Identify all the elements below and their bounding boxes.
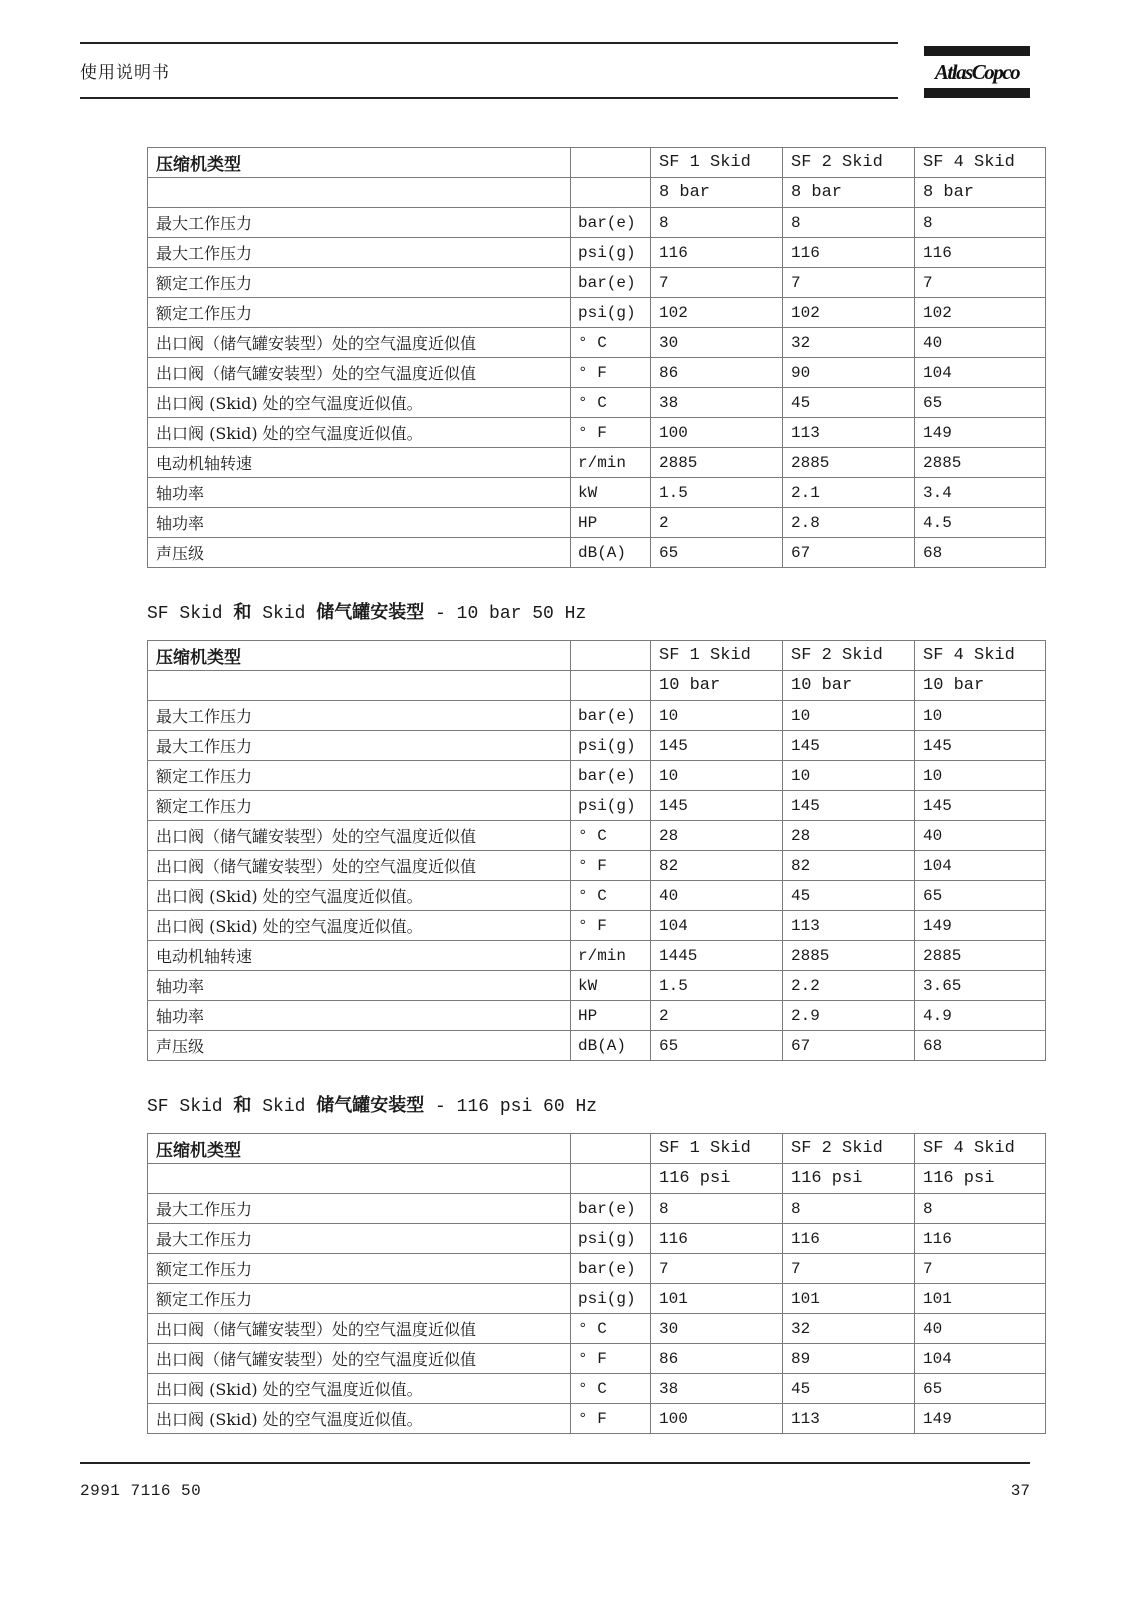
parameter-value: 116 — [783, 238, 915, 268]
parameter-value: 149 — [915, 418, 1046, 448]
unit-column-header — [571, 148, 651, 178]
parameter-unit: ° C — [571, 1374, 651, 1404]
compressor-type-label: 压缩机类型 — [148, 148, 571, 178]
parameter-label: 出口阀（储气罐安装型）处的空气温度近似值 — [148, 851, 571, 881]
heading-part: 和 — [233, 1095, 252, 1116]
compressor-type-label: 压缩机类型 — [148, 641, 571, 671]
spec-table-3 — [147, 1133, 1046, 1434]
parameter-value: 45 — [783, 1374, 915, 1404]
parameter-value: 145 — [783, 731, 915, 761]
table-row — [148, 701, 1046, 731]
parameter-unit: psi(g) — [571, 1284, 651, 1314]
table-row — [148, 418, 1046, 448]
parameter-value: 116 — [651, 1224, 783, 1254]
parameter-unit: ° F — [571, 418, 651, 448]
table-row — [148, 448, 1046, 478]
table-row — [148, 1001, 1046, 1031]
parameter-unit: kW — [571, 971, 651, 1001]
table-row — [148, 1254, 1046, 1284]
model-pressure-variant: 116 psi — [783, 1164, 915, 1194]
parameter-value: 82 — [783, 851, 915, 881]
parameter-value: 10 — [915, 701, 1046, 731]
spec-table-body — [148, 148, 1046, 568]
parameter-unit: r/min — [571, 941, 651, 971]
parameter-unit: ° C — [571, 388, 651, 418]
table-row — [148, 1314, 1046, 1344]
parameter-value: 113 — [783, 418, 915, 448]
parameter-value: 102 — [915, 298, 1046, 328]
parameter-value: 3.4 — [915, 478, 1046, 508]
parameter-unit: HP — [571, 1001, 651, 1031]
empty-cell — [571, 178, 651, 208]
parameter-label: 最大工作压力 — [148, 238, 571, 268]
parameter-value: 100 — [651, 418, 783, 448]
parameter-unit: bar(e) — [571, 701, 651, 731]
parameter-unit: bar(e) — [571, 208, 651, 238]
spec-table-body — [148, 641, 1046, 1061]
parameter-unit: bar(e) — [571, 1194, 651, 1224]
header-rule-top — [80, 42, 898, 44]
parameter-value: 7 — [783, 1254, 915, 1284]
parameter-value: 2.8 — [783, 508, 915, 538]
heading-part: 储气罐安装型 — [316, 1095, 425, 1116]
table-row — [148, 358, 1046, 388]
table-row — [148, 268, 1046, 298]
footer-rule — [80, 1462, 1030, 1464]
parameter-label: 出口阀 (Skid) 处的空气温度近似值。 — [148, 418, 571, 448]
model-pressure-variant: 116 psi — [651, 1164, 783, 1194]
parameter-value: 149 — [915, 1404, 1046, 1434]
table-subheader-row — [148, 178, 1046, 208]
parameter-value: 10 — [783, 701, 915, 731]
parameter-label: 出口阀 (Skid) 处的空气温度近似值。 — [148, 911, 571, 941]
parameter-value: 65 — [915, 388, 1046, 418]
parameter-label: 最大工作压力 — [148, 208, 571, 238]
table-row — [148, 208, 1046, 238]
parameter-value: 116 — [915, 1224, 1046, 1254]
page-header-title: 使用说明书 — [80, 63, 170, 83]
model-header: SF 2 Skid — [783, 148, 915, 178]
parameter-label: 轴功率 — [148, 1001, 571, 1031]
heading-part: 储气罐安装型 — [316, 602, 425, 623]
model-header: SF 2 Skid — [783, 641, 915, 671]
parameter-label: 轴功率 — [148, 478, 571, 508]
parameter-label: 最大工作压力 — [148, 1194, 571, 1224]
parameter-label: 额定工作压力 — [148, 268, 571, 298]
parameter-unit: HP — [571, 508, 651, 538]
parameter-label: 电动机轴转速 — [148, 448, 571, 478]
parameter-label: 出口阀（储气罐安装型）处的空气温度近似值 — [148, 1314, 571, 1344]
parameter-label: 出口阀 (Skid) 处的空气温度近似值。 — [148, 388, 571, 418]
heading-part: SF Skid — [147, 604, 234, 624]
parameter-label: 额定工作压力 — [148, 1254, 571, 1284]
parameter-unit: ° F — [571, 911, 651, 941]
parameter-value: 101 — [651, 1284, 783, 1314]
empty-cell — [571, 1164, 651, 1194]
table-row — [148, 1284, 1046, 1314]
table-row — [148, 238, 1046, 268]
parameter-value: 7 — [651, 268, 783, 298]
atlas-copco-logo — [924, 46, 1030, 100]
parameter-value: 65 — [915, 881, 1046, 911]
empty-cell — [148, 1164, 571, 1194]
heading-part: - 10 bar 50 Hz — [424, 604, 587, 624]
table-row — [148, 1031, 1046, 1061]
parameter-value: 28 — [651, 821, 783, 851]
parameter-value: 67 — [783, 1031, 915, 1061]
parameter-value: 8 — [651, 1194, 783, 1224]
table-row — [148, 298, 1046, 328]
parameter-label: 额定工作压力 — [148, 298, 571, 328]
table-row — [148, 881, 1046, 911]
model-pressure-variant: 116 psi — [915, 1164, 1046, 1194]
model-header: SF 4 Skid — [915, 148, 1046, 178]
parameter-unit: ° F — [571, 1404, 651, 1434]
table-row — [148, 851, 1046, 881]
parameter-label: 出口阀 (Skid) 处的空气温度近似值。 — [148, 881, 571, 911]
parameter-value: 101 — [915, 1284, 1046, 1314]
parameter-value: 32 — [783, 1314, 915, 1344]
parameter-label: 出口阀（储气罐安装型）处的空气温度近似值 — [148, 1344, 571, 1374]
parameter-value: 45 — [783, 881, 915, 911]
parameter-unit: psi(g) — [571, 238, 651, 268]
parameter-label: 轴功率 — [148, 508, 571, 538]
parameter-value: 40 — [915, 1314, 1046, 1344]
parameter-label: 最大工作压力 — [148, 1224, 571, 1254]
parameter-value: 116 — [915, 238, 1046, 268]
heading-part: SF Skid — [147, 1097, 234, 1117]
parameter-value: 7 — [915, 1254, 1046, 1284]
parameter-value: 28 — [783, 821, 915, 851]
parameter-value: 67 — [783, 538, 915, 568]
parameter-value: 104 — [915, 358, 1046, 388]
parameter-value: 65 — [915, 1374, 1046, 1404]
parameter-unit: dB(A) — [571, 538, 651, 568]
table-row — [148, 821, 1046, 851]
parameter-unit: ° C — [571, 328, 651, 358]
table-row — [148, 1344, 1046, 1374]
parameter-label: 最大工作压力 — [148, 701, 571, 731]
parameter-value: 2.9 — [783, 1001, 915, 1031]
parameter-value: 104 — [915, 851, 1046, 881]
parameter-unit: bar(e) — [571, 268, 651, 298]
table-row — [148, 478, 1046, 508]
table-row — [148, 1374, 1046, 1404]
parameter-value: 145 — [651, 731, 783, 761]
parameter-unit: r/min — [571, 448, 651, 478]
unit-column-header — [571, 1134, 651, 1164]
parameter-label: 额定工作压力 — [148, 1284, 571, 1314]
parameter-value: 2885 — [651, 448, 783, 478]
parameter-value: 38 — [651, 388, 783, 418]
parameter-value: 40 — [915, 328, 1046, 358]
model-pressure-variant: 8 bar — [915, 178, 1046, 208]
parameter-unit: bar(e) — [571, 1254, 651, 1284]
table-header-row — [148, 148, 1046, 178]
parameter-value: 145 — [783, 791, 915, 821]
heading-part: Skid — [251, 1097, 317, 1117]
table-header-row — [148, 1134, 1046, 1164]
parameter-unit: psi(g) — [571, 1224, 651, 1254]
logo-wordmark: AtlasCopco — [934, 60, 1020, 84]
parameter-value: 4.5 — [915, 508, 1046, 538]
parameter-value: 149 — [915, 911, 1046, 941]
parameter-label: 出口阀（储气罐安装型）处的空气温度近似值 — [148, 328, 571, 358]
model-header: SF 4 Skid — [915, 641, 1046, 671]
table-row — [148, 791, 1046, 821]
model-pressure-variant: 10 bar — [915, 671, 1046, 701]
parameter-value: 68 — [915, 538, 1046, 568]
page-number: 37 — [1010, 1482, 1030, 1500]
parameter-unit: ° F — [571, 851, 651, 881]
table-row — [148, 508, 1046, 538]
parameter-value: 102 — [651, 298, 783, 328]
parameter-value: 7 — [651, 1254, 783, 1284]
parameter-value: 1445 — [651, 941, 783, 971]
parameter-value: 104 — [651, 911, 783, 941]
parameter-label: 出口阀（储气罐安装型）处的空气温度近似值 — [148, 358, 571, 388]
parameter-value: 145 — [915, 731, 1046, 761]
parameter-value: 30 — [651, 1314, 783, 1344]
table-row — [148, 388, 1046, 418]
spec-table-2 — [147, 640, 1046, 1061]
model-header: SF 1 Skid — [651, 641, 783, 671]
parameter-unit: ° F — [571, 1344, 651, 1374]
parameter-value: 7 — [783, 268, 915, 298]
parameter-value: 2.2 — [783, 971, 915, 1001]
compressor-type-label: 压缩机类型 — [148, 1134, 571, 1164]
parameter-value: 90 — [783, 358, 915, 388]
heading-part: - 116 psi 60 Hz — [424, 1097, 598, 1117]
parameter-label: 出口阀 (Skid) 处的空气温度近似值。 — [148, 1404, 571, 1434]
parameter-value: 32 — [783, 328, 915, 358]
parameter-unit: dB(A) — [571, 1031, 651, 1061]
table-subheader-row — [148, 671, 1046, 701]
parameter-value: 2885 — [915, 941, 1046, 971]
parameter-label: 电动机轴转速 — [148, 941, 571, 971]
table-row — [148, 761, 1046, 791]
parameter-unit: ° C — [571, 1314, 651, 1344]
parameter-value: 8 — [651, 208, 783, 238]
heading-part: 和 — [233, 602, 252, 623]
parameter-unit: kW — [571, 478, 651, 508]
unit-column-header — [571, 641, 651, 671]
model-header: SF 1 Skid — [651, 1134, 783, 1164]
parameter-value: 86 — [651, 1344, 783, 1374]
parameter-label: 出口阀（储气罐安装型）处的空气温度近似值 — [148, 821, 571, 851]
parameter-value: 65 — [651, 538, 783, 568]
parameter-value: 1.5 — [651, 971, 783, 1001]
table-row — [148, 731, 1046, 761]
parameter-value: 10 — [651, 701, 783, 731]
parameter-unit: bar(e) — [571, 761, 651, 791]
empty-cell — [571, 671, 651, 701]
table-header-row — [148, 641, 1046, 671]
section-heading-2 — [147, 598, 586, 624]
table-row — [148, 328, 1046, 358]
table-row — [148, 538, 1046, 568]
parameter-unit: psi(g) — [571, 791, 651, 821]
parameter-value: 3.65 — [915, 971, 1046, 1001]
parameter-value: 8 — [915, 1194, 1046, 1224]
parameter-value: 113 — [783, 911, 915, 941]
model-header: SF 2 Skid — [783, 1134, 915, 1164]
parameter-value: 2885 — [783, 448, 915, 478]
model-pressure-variant: 10 bar — [651, 671, 783, 701]
parameter-value: 2 — [651, 508, 783, 538]
table-row — [148, 1404, 1046, 1434]
parameter-value: 1.5 — [651, 478, 783, 508]
parameter-value: 4.9 — [915, 1001, 1046, 1031]
parameter-unit: ° F — [571, 358, 651, 388]
parameter-value: 102 — [783, 298, 915, 328]
parameter-value: 65 — [651, 1031, 783, 1061]
parameter-value: 2885 — [915, 448, 1046, 478]
parameter-value: 2 — [651, 1001, 783, 1031]
table-row — [148, 1224, 1046, 1254]
table-row — [148, 911, 1046, 941]
parameter-label: 额定工作压力 — [148, 791, 571, 821]
spec-table-body — [148, 1134, 1046, 1434]
parameter-value: 8 — [783, 208, 915, 238]
parameter-value: 30 — [651, 328, 783, 358]
parameter-value: 10 — [651, 761, 783, 791]
heading-part: Skid — [251, 604, 317, 624]
parameter-label: 额定工作压力 — [148, 761, 571, 791]
parameter-value: 10 — [783, 761, 915, 791]
parameter-value: 89 — [783, 1344, 915, 1374]
parameter-value: 40 — [651, 881, 783, 911]
parameter-value: 38 — [651, 1374, 783, 1404]
parameter-value: 45 — [783, 388, 915, 418]
document-number: 2991 7116 50 — [80, 1482, 202, 1500]
parameter-value: 2885 — [783, 941, 915, 971]
model-pressure-variant: 8 bar — [783, 178, 915, 208]
parameter-value: 68 — [915, 1031, 1046, 1061]
empty-cell — [148, 178, 571, 208]
parameter-value: 7 — [915, 268, 1046, 298]
parameter-value: 82 — [651, 851, 783, 881]
section-heading-3 — [147, 1091, 597, 1117]
parameter-value: 116 — [783, 1224, 915, 1254]
parameter-value: 101 — [783, 1284, 915, 1314]
parameter-value: 86 — [651, 358, 783, 388]
parameter-value: 113 — [783, 1404, 915, 1434]
parameter-value: 100 — [651, 1404, 783, 1434]
model-header: SF 4 Skid — [915, 1134, 1046, 1164]
parameter-label: 最大工作压力 — [148, 731, 571, 761]
parameter-value: 40 — [915, 821, 1046, 851]
table-row — [148, 941, 1046, 971]
parameter-label: 声压级 — [148, 1031, 571, 1061]
logo-bar-top — [924, 46, 1030, 56]
logo-bar-bottom — [924, 88, 1030, 98]
parameter-value: 145 — [915, 791, 1046, 821]
parameter-value: 104 — [915, 1344, 1046, 1374]
model-pressure-variant: 8 bar — [651, 178, 783, 208]
parameter-unit: psi(g) — [571, 731, 651, 761]
parameter-unit: ° C — [571, 821, 651, 851]
parameter-label: 轴功率 — [148, 971, 571, 1001]
parameter-value: 2.1 — [783, 478, 915, 508]
table-subheader-row — [148, 1164, 1046, 1194]
parameter-unit: ° C — [571, 881, 651, 911]
parameter-value: 116 — [651, 238, 783, 268]
table-row — [148, 1194, 1046, 1224]
parameter-unit: psi(g) — [571, 298, 651, 328]
parameter-value: 8 — [915, 208, 1046, 238]
table-row — [148, 971, 1046, 1001]
model-pressure-variant: 10 bar — [783, 671, 915, 701]
parameter-value: 10 — [915, 761, 1046, 791]
header-rule-bottom — [80, 97, 898, 99]
model-header: SF 1 Skid — [651, 148, 783, 178]
parameter-label: 出口阀 (Skid) 处的空气温度近似值。 — [148, 1374, 571, 1404]
empty-cell — [148, 671, 571, 701]
spec-table-1 — [147, 147, 1046, 568]
parameter-value: 145 — [651, 791, 783, 821]
parameter-value: 8 — [783, 1194, 915, 1224]
parameter-label: 声压级 — [148, 538, 571, 568]
